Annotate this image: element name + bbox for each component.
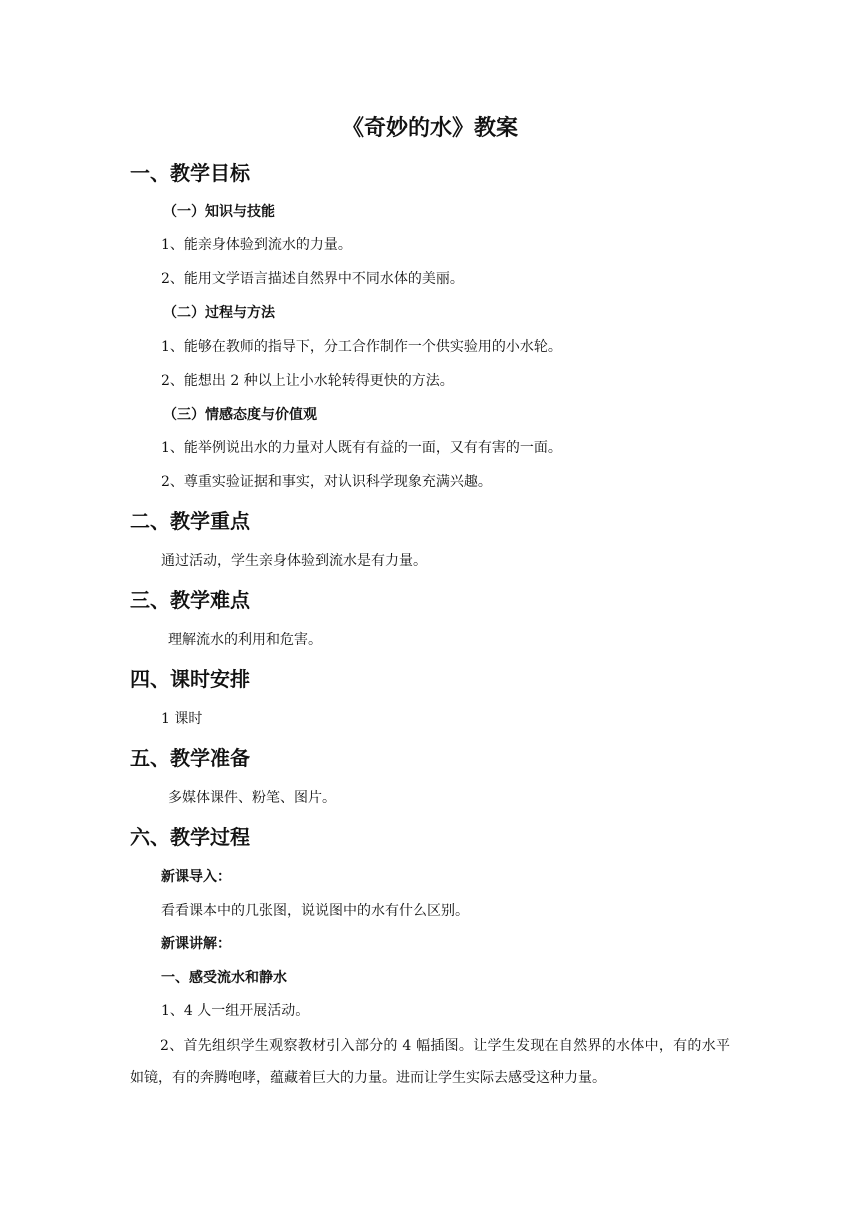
subheading-lesson-intro: 新课导入： xyxy=(161,869,231,885)
subheading-feel-flowing-still-water: 一、感受流水和静水 xyxy=(161,970,287,986)
section-heading-key-points: 二、教学重点 xyxy=(130,509,250,533)
subheading-knowledge-skills: （一）知识与技能 xyxy=(163,204,275,220)
preparation-text: 多媒体课件、粉笔、图片。 xyxy=(168,790,336,806)
section-heading-goals: 一、教学目标 xyxy=(130,161,250,185)
section-heading-process: 六、教学过程 xyxy=(130,825,250,849)
subheading-process-methods: （二）过程与方法 xyxy=(163,305,275,321)
goal-item: 2、能用文学语言描述自然界中不同水体的美丽。 xyxy=(161,271,464,287)
section-heading-difficulties: 三、教学难点 xyxy=(130,588,250,612)
goal-item: 2、尊重实验证据和事实，对认识科学现象充满兴趣。 xyxy=(161,474,492,490)
goal-item: 2、能想出 2 种以上让小水轮转得更快的方法。 xyxy=(161,373,454,389)
section-heading-schedule: 四、课时安排 xyxy=(130,667,250,691)
process-item: 1、4 人一组开展活动。 xyxy=(161,1003,310,1019)
subheading-attitudes-values: （三）情感态度与价值观 xyxy=(163,407,317,423)
key-points-text: 通过活动，学生亲身体验到流水是有力量。 xyxy=(161,553,427,569)
process-paragraph: 2、首先组织学生观察教材引入部分的 4 幅插图。让学生发现在自然界的水体中，有的水平如镜，有的奔腾咆哮，蕴藏着巨大的力量。进而让学生实际去感受这种力量。 xyxy=(130,1038,730,1086)
lesson-intro-text: 看看课本中的几张图，说说图中的水有什么区别。 xyxy=(161,903,469,919)
goal-item: 1、能举例说出水的力量对人既有有益的一面，又有有害的一面。 xyxy=(161,440,562,456)
document-title: 《奇妙的水》教案 xyxy=(341,116,518,141)
section-heading-preparation: 五、教学准备 xyxy=(130,746,250,770)
schedule-text: 1 课时 xyxy=(161,711,203,727)
subheading-lesson-lecture: 新课讲解： xyxy=(161,936,231,952)
goal-item: 1、能亲身体验到流水的力量。 xyxy=(161,237,352,253)
goal-item: 1、能够在教师的指导下，分工合作制作一个供实验用的小水轮。 xyxy=(161,339,562,355)
difficulties-text: 理解流水的利用和危害。 xyxy=(168,632,322,648)
